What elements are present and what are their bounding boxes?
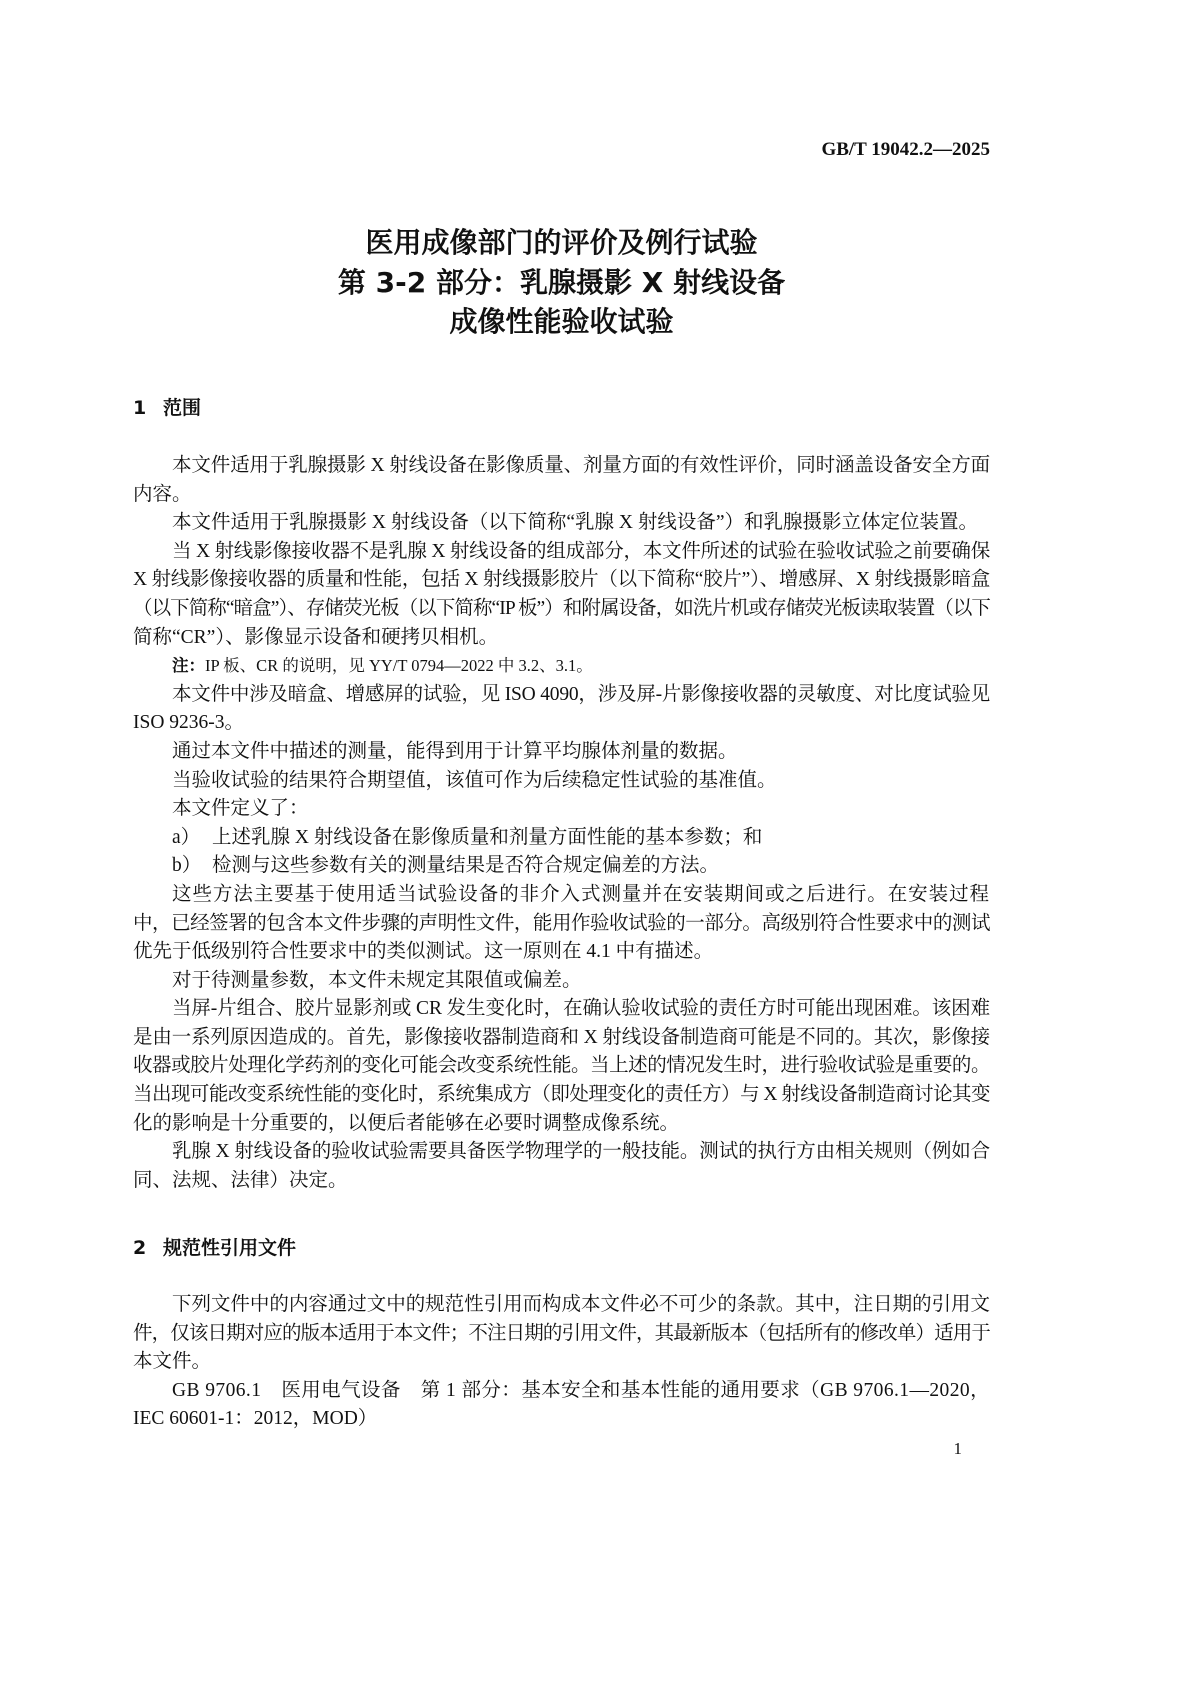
text-line: 当屏-片组合、胶片显影剂或 CR 发生变化时，在确认验收试验的责任方时可能出现困难。该困难 <box>172 998 990 1020</box>
text-line: 本文件适用于乳腺摄影 X 射线设备在影像质量、剂量方面的有效性评价，同时涵盖设备安全方面 <box>172 455 990 476</box>
section-title: 范围 <box>163 397 202 419</box>
paragraph <box>133 967 990 996</box>
section-title: 规范性引用文件 <box>163 1237 297 1259</box>
text-line: 对于待测量参数，本文件未规定其限值或偏差。 <box>172 969 582 991</box>
note <box>133 652 990 681</box>
text-line: 化的影响是十分重要的，以便后者能够在必要时调整成像系统。 <box>133 1112 680 1134</box>
list-item-a <box>133 824 990 853</box>
section-heading-scope <box>133 394 990 423</box>
text-line: X 射线影像接收器的质量和性能，包括 X 射线摄影胶片（以下简称“胶片”）、增感屏、X 射线摄影暗盒 <box>133 569 990 591</box>
paragraph <box>133 681 990 738</box>
list-item-b <box>133 852 990 881</box>
text-line: 当出现可能改变系统性能的变化时，系统集成方（即处理变化的责任方）与 X 射线设备制造商讨论其变 <box>133 1084 990 1106</box>
section-heading-normative-references <box>133 1234 990 1263</box>
text-line: 通过本文件中描述的测量，能得到用于计算平均腺体剂量的数据。 <box>172 740 738 762</box>
paragraph <box>133 1138 990 1195</box>
text-line: 本文件。 <box>133 1351 212 1373</box>
paragraph <box>133 452 990 509</box>
list-item-text: 上述乳腺 X 射线设备在影像质量和剂量方面性能的基本参数；和 <box>212 826 763 848</box>
text-line: GB 9706.1 医用电气设备 第 1 部分：基本安全和基本性能的通用要求（GB 9706.1—2020， <box>172 1379 990 1401</box>
paragraph <box>133 738 990 767</box>
text-line: ISO 9236-3。 <box>133 712 245 734</box>
text-line: 乳腺 X 射线设备的验收试验需要具备医学物理学的一般技能。测试的执行方由相关规则（例如合 <box>172 1141 990 1163</box>
text-line: 本文件定义了： <box>172 798 309 820</box>
text-line: 同、法规、法律）决定。 <box>133 1169 348 1191</box>
title-line-2: 第 3-2 部分：乳腺摄影 X 射线设备 <box>337 265 786 299</box>
text-line: 收器或胶片处理化学药剂的变化可能会改变系统性能。当上述的情况发生时，进行验收试验是重要的。 <box>133 1055 990 1077</box>
text-line: 简称“CR”）、影像显示设备和硬拷贝相机。 <box>133 626 499 648</box>
section-body-scope <box>133 452 990 1195</box>
text-line: 件，仅该日期对应的版本适用于本文件；不注日期的引用文件，其最新版本（包括所有的修改单）适用于 <box>133 1322 990 1344</box>
reference-entry <box>133 1377 990 1434</box>
paragraph <box>133 1291 990 1377</box>
text-line: 是由一系列原因造成的。首先，影像接收器制造商和 X 射线设备制造商可能是不同的。其次，影像接 <box>133 1026 990 1048</box>
paragraph <box>133 509 990 538</box>
list-item-text: 检测与这些参数有关的测量结果是否符合规定偏差的方法。 <box>212 855 720 877</box>
section-body-normative-references <box>133 1291 990 1434</box>
text-line: 本文件中涉及暗盒、增感屏的试验，见 ISO 4090，涉及屏-片影像接收器的灵敏度、对比度试验见 <box>172 683 990 705</box>
paragraph <box>133 538 990 652</box>
note-label: 注： <box>172 656 205 676</box>
text-line: 内容。 <box>133 483 192 505</box>
text-line: 当 X 射线影像接收器不是乳腺 X 射线设备的组成部分，本文件所述的试验在验收试验之前要确保 <box>172 540 990 562</box>
paragraph <box>133 995 990 1138</box>
list-item-label: b） <box>172 855 202 877</box>
text-line: 优先于低级别符合性要求中的类似测试。这一原则在 4.1 中有描述。 <box>133 941 714 963</box>
paragraph <box>133 795 990 824</box>
text-line: 中，已经签署的包含本文件步骤的声明性文件，能用作验收试验的一部分。高级别符合性要求中的测试 <box>133 912 990 934</box>
standard-number: GB/T 19042.2—2025 <box>821 139 990 160</box>
title-line-3: 成像性能验收试验 <box>449 305 674 338</box>
text-line: 这些方法主要基于使用适当试验设备的非介入式测量并在安装期间或之后进行。在安装过程 <box>172 883 990 905</box>
paragraph <box>133 881 990 967</box>
paragraph <box>133 767 990 796</box>
text-line: （以下简称“暗盒”）、存储荧光板（以下简称“IP 板”）和附属设备，如洗片机或存储荧光板读取装置（以下 <box>133 597 990 619</box>
document-title <box>133 223 990 342</box>
text-line: 本文件适用于乳腺摄影 X 射线设备（以下简称“乳腺 X 射线设备”）和乳腺摄影立体定位装置。 <box>172 512 978 534</box>
page-number: 1 <box>953 1439 962 1458</box>
text-line: 下列文件中的内容通过文中的规范性引用而构成本文件必不可少的条款。其中，注日期的引用文 <box>172 1294 990 1315</box>
section-number: 2 <box>133 1237 147 1259</box>
text-line: IEC 60601-1：2012，MOD） <box>133 1408 378 1430</box>
section-number: 1 <box>133 397 147 419</box>
list-item-label: a） <box>172 826 201 848</box>
text-line: 当验收试验的结果符合期望值，该值可作为后续稳定性试验的基准值。 <box>172 769 777 791</box>
note-text: IP 板、CR 的说明，见 YY/T 0794—2022 中 3.2、3.1。 <box>205 656 593 676</box>
title-line-1: 医用成像部门的评价及例行试验 <box>365 226 758 259</box>
